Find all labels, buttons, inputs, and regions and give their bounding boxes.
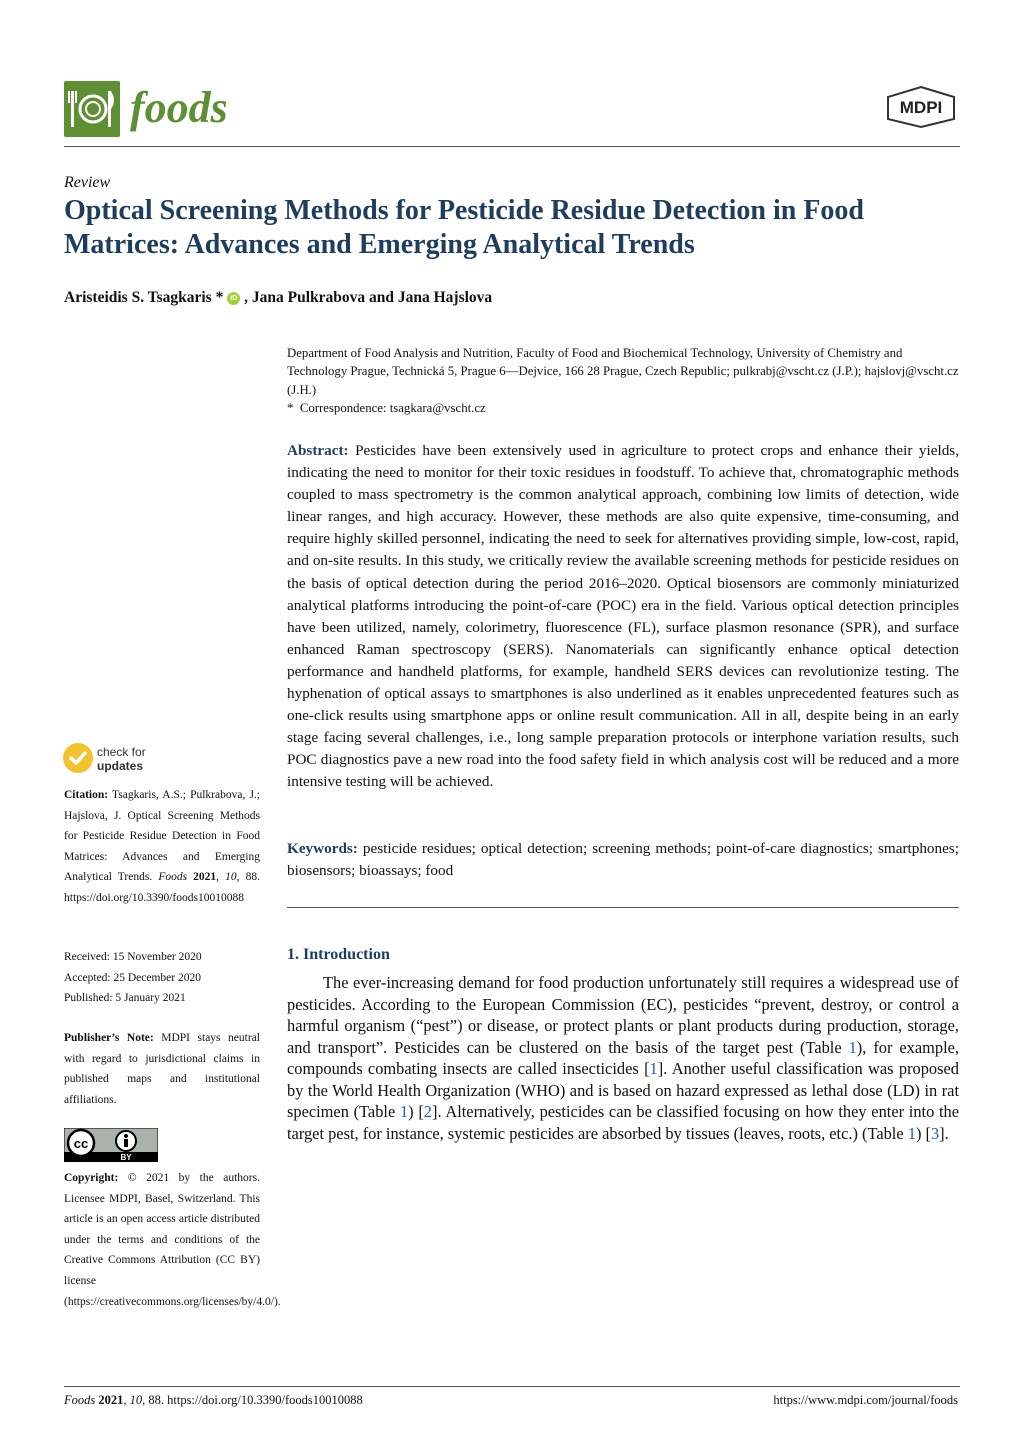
publisher-note: [64, 1028, 260, 1110]
correspondence-mark: *: [287, 400, 294, 415]
table-link[interactable]: 1: [399, 1102, 409, 1121]
mdpi-logo-icon: [884, 85, 958, 129]
orcid-icon[interactable]: iD: [227, 292, 240, 305]
citation-doi[interactable]: , 88. https://doi.org/10.3390/foods10010088: [64, 871, 261, 904]
section-divider: [287, 907, 959, 908]
publisher-note-text: MDPI stays neutral with regard to jurisdictional claims in published maps and institutional affiliations.: [64, 1032, 260, 1106]
correspondence-text: Correspondence: tsagkara@vscht.cz: [299, 400, 486, 415]
reference-link[interactable]: 3: [930, 1123, 940, 1143]
affiliation-block: [287, 344, 959, 417]
citation-block: Citation: Tsagkaris, A.S.; Pulkrabova, J.; Hajslova, J. Optical Screening Methods for Pesticide Residue Detection in Food Matrices: Advances and Emerging Analytical Trends. Foods 2021, 10, 88. https://doi.org/10.3390/foods10010088: [64, 789, 261, 904]
intro-text: ]. Another useful classification was proposed by the World Health Organization (WHO) and is based on hazard expressed as lethal dose (LD) in rat specimen (Table: [287, 1059, 959, 1121]
keywords: [287, 838, 959, 882]
check-for-text: check for: [97, 745, 146, 759]
author-list: [64, 289, 492, 307]
journal-logo-icon: [64, 81, 120, 137]
footer-year: 2021: [98, 1393, 124, 1407]
article-title: Optical Screening Methods for Pesticide Residue Detection in Food Matrices: Advances and Emerging Analytical Trends: [64, 195, 864, 260]
table-link[interactable]: 1: [848, 1037, 857, 1057]
received-date: Received: 15 November 2020: [64, 951, 202, 963]
by-text: BY: [120, 1153, 132, 1162]
check-for-updates-button[interactable]: [62, 740, 162, 781]
author-1: Aristeidis S. Tsagkaris *: [64, 289, 224, 306]
footer-doi[interactable]: , 88. https://doi.org/10.3390/foods10010088: [142, 1393, 363, 1407]
citation-text: Tsagkaris, A.S.; Pulkrabova, J.; Hajslova, J. Optical Screening Methods for Pesticide Residue Detection in Food Matrices: Advances and Emerging Analytical Trends.: [64, 789, 260, 884]
keywords-label: Keywords:: [287, 840, 358, 857]
footer-citation: Foods 2021, 10, 88. https://doi.org/10.3390/foods10010088: [64, 1393, 363, 1407]
abstract-text: Pesticides have been extensively used in agriculture to protect crops and enhance their yields, indicating the need to monitor for their toxic residues in foodstuff. To achieve that, chromatographic methods coupled to mass spectrometry is the common analytical approach, combining low limits of detection, wide linear ranges, and high accuracy. However, these methods are also quite expensive, time-consuming, and require highly skilled personnel, indicating the need to seek for alternatives providing simple, low-cost, rapid, and on-site results. In this study, we critically review the available screening methods for pesticide residues on the basis of optical detection during the period 2016–2020. Optical biosensors are commonly miniaturized analytical platforms introducing the point-of-care (POC) era in the field. Various optical detection principles have been utilized, namely, colorimetry, fluorescence (FL), surface plasmon resonance (SPR), and surface enhanced Raman spectroscopy (SERS). Nanomaterials can significantly enhance optical detection performance and handheld platforms, for example, handheld SERS devices can revolutionize testing. The hyphenation of optical assays to smartphones is also underlined as it enables unprecedented features such as one-click results using smartphone apps or online result communication. All in all, despite being in an early stage facing several challenges, i.e., long sample preparation protocols or interphone variation results, such POC diagnostics pave a new road into the food safety field in which analysis cost will be reduced and a more intensive testing will be achieved.: [287, 442, 960, 791]
article-type: Review: [64, 174, 111, 191]
cc-by-license-icon[interactable]: [64, 1128, 158, 1162]
copyright-block: [64, 1168, 281, 1312]
abstract: [287, 440, 959, 794]
citation-volume: 10: [225, 871, 237, 884]
footer-volume: 10: [129, 1393, 143, 1407]
copyright-text: © 2021 by the authors. Licensee MDPI, Basel, Switzerland. This article is an open access article distributed under the terms and conditions of the Creative Commons Attribution (CC BY) license (https://creativecommons.org/licenses/by/4.0/).: [64, 1172, 281, 1308]
intro-text: ) [: [408, 1102, 424, 1121]
svg-text:MDPI: MDPI: [899, 98, 943, 117]
citation-journal: Foods: [158, 871, 188, 884]
dates-block: [64, 947, 260, 1009]
intro-text: The ever-increasing demand for food production unfortunately still requires a widespread use of pesticides. According to the European Commission (EC), pesticides “prevent, destroy, or control a harmful organism (“pest”) or disease, or protect plants or plant products during production, storage, and transport”. Pesticides can be clustered on the basis of the target pest (Table: [287, 973, 959, 1057]
correspondence-line: [287, 399, 959, 417]
intro-text: ), for example, compounds combating insects are called insecticides [: [287, 1037, 960, 1078]
cc-text: cc: [73, 1136, 89, 1151]
published-date: Published: 5 January 2021: [64, 992, 186, 1005]
copyright-label: Copyright:: [64, 1172, 119, 1184]
publisher-note-label: Publisher’s Note:: [64, 1032, 154, 1044]
footer-divider: [64, 1386, 960, 1387]
citation-label: Citation:: [64, 789, 109, 801]
abstract-label: Abstract:: [287, 442, 349, 459]
footer-journal-url[interactable]: https://www.mdpi.com/journal/foods: [773, 1393, 958, 1407]
intro-text: ].: [939, 1123, 949, 1143]
introduction-paragraph: [287, 972, 959, 1144]
affiliation-text: Department of Food Analysis and Nutrition, Faculty of Food and Biochemical Technology, University of Chemistry and Technology Prague, Technická 5, Prague 6—Dejvice, 166 28 Prague, Czech Republic; pulkrabj@vscht.cz (J.P.); hajslovj@vscht.cz (J.H.): [287, 346, 959, 397]
intro-text: ]. Alternatively, pesticides can be classified focusing on how they enter into the target pest, for instance, systemic pesticides are absorbed by tissues (leaves, roots, etc.) (Table: [287, 1102, 960, 1143]
keywords-text: pesticide residues; optical detection; screening methods; point-of-care diagnostics; smartphones; biosensors; bioassays; food: [287, 840, 959, 880]
journal-name: foods: [130, 83, 228, 132]
accepted-date: Accepted: 25 December 2020: [64, 971, 201, 984]
reference-link[interactable]: 1: [649, 1059, 658, 1078]
citation-year: 2021: [193, 871, 217, 884]
table-link[interactable]: 1: [907, 1123, 916, 1143]
reference-link[interactable]: 2: [423, 1102, 432, 1121]
header-divider: [64, 146, 960, 147]
footer-journal: Foods: [64, 1393, 96, 1407]
updates-text: updates: [97, 759, 144, 773]
section-heading: 1. Introduction: [287, 946, 390, 963]
author-others: , Jana Pulkrabova and Jana Hajslova: [244, 289, 493, 306]
intro-text: ) [: [915, 1123, 931, 1143]
